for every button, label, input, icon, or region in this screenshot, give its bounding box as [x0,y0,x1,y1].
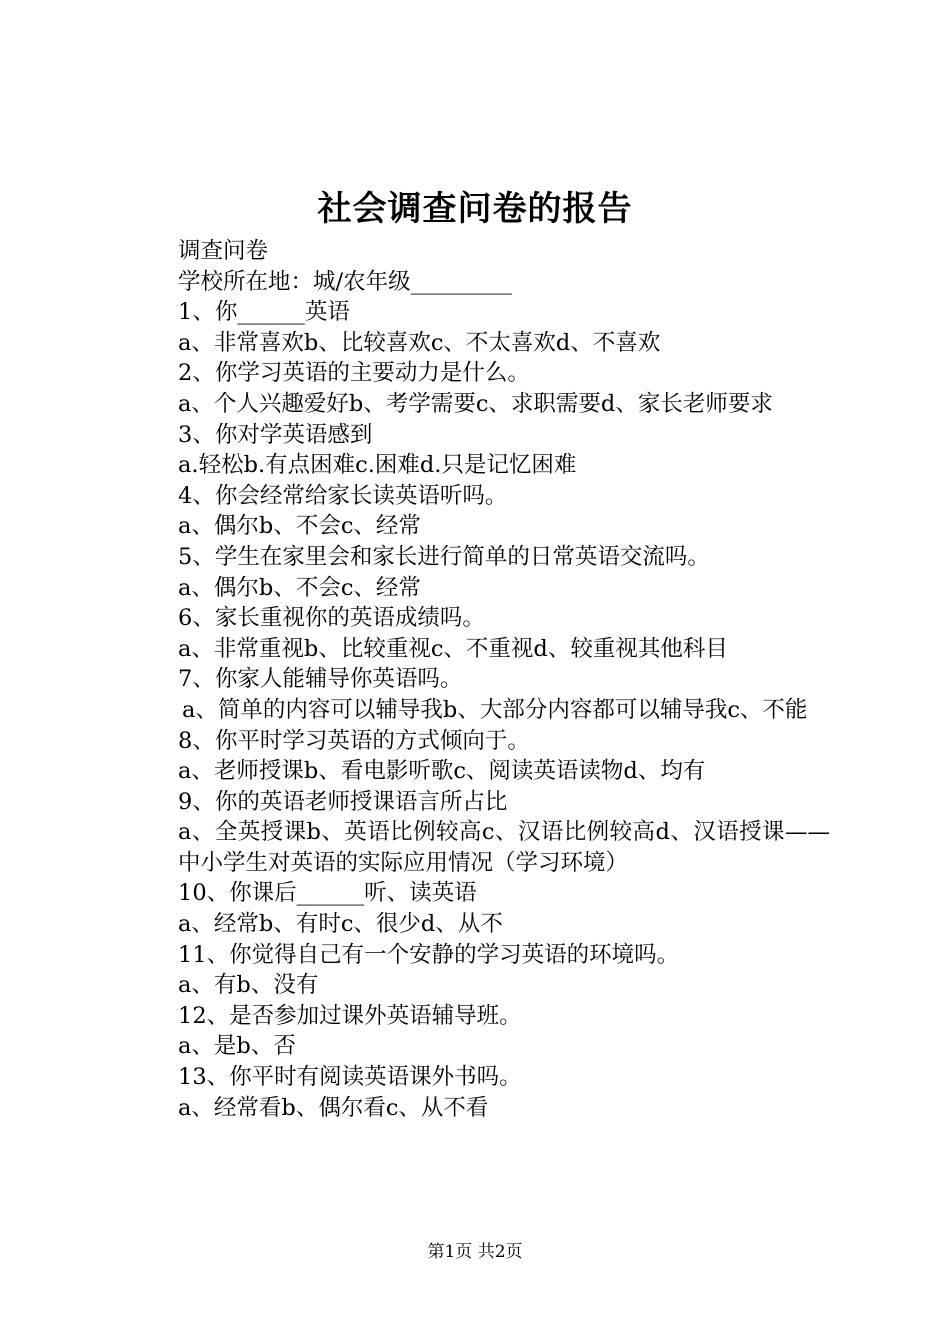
document-title: 社会调查问卷的报告 [317,189,633,229]
question-7: 7、你家人能辅导你英语吗。 [178,666,463,693]
document-body [130,236,830,1123]
answer-options-3: a.轻松b.有点困难c.困难d.只是记忆困难 [178,452,577,479]
answer-options-10: a、经常b、有时c、很少d、从不 [178,911,503,938]
answer-options-1: a、非常喜欢b、比较喜欢c、不太喜欢d、不喜欢 [178,329,661,356]
question-2: 2、你学习英语的主要动力是什么。 [178,360,530,387]
question-1: 1、你______英语 [178,299,350,326]
page-footer: 第1页 共2页 [427,1242,523,1262]
question-4: 4、你会经常给家长读英语听吗。 [178,482,508,509]
question-13: 13、你平时有阅读英语课外书吗。 [178,1064,522,1091]
answer-options-5: a、偶尔b、不会c、经常 [178,574,421,601]
question-11: 11、你觉得自己有一个安静的学习英语的环境吗。 [178,941,680,968]
answer-options-13: a、经常看b、偶尔看c、从不看 [178,1094,489,1121]
paragraph-school-info: 学校所在地：城/农年级_________ [178,268,512,295]
question-10: 10、你课后______听、读英语 [178,880,477,907]
paragraph-heading: 调查问卷 [178,238,269,264]
answer-options-2: a、个人兴趣爱好b、考学需要c、求职需要d、家长老师要求 [178,390,773,417]
answer-options-7: a、简单的内容可以辅导我b、大部分内容都可以辅导我c、不能 [182,696,808,723]
question-5: 5、学生在家里会和家长进行简单的日常英语交流吗。 [178,543,710,570]
question-12: 12、是否参加过课外英语辅导班。 [178,1002,522,1029]
question-8: 8、你平时学习英语的方式倾向于。 [178,727,530,754]
answer-options-4: a、偶尔b、不会c、经常 [178,513,421,540]
answer-options-6: a、非常重视b、比较重视c、不重视d、较重视其他科目 [178,635,728,662]
question-3: 3、你对学英语感到 [178,421,373,448]
answer-options-9: a、全英授课b、英语比例较高c、汉语比例较高d、汉语授课——中小学生对英语的实际应用情况（学习环境） [178,819,830,876]
question-9: 9、你的英语老师授课语言所占比 [178,788,508,815]
answer-options-11: a、有b、没有 [178,972,319,999]
question-6: 6、家长重视你的英语成绩吗。 [178,605,485,632]
answer-options-12: a、是b、否 [178,1033,296,1060]
answer-options-8: a、老师授课b、看电影听歌c、阅读英语读物d、均有 [178,758,706,785]
